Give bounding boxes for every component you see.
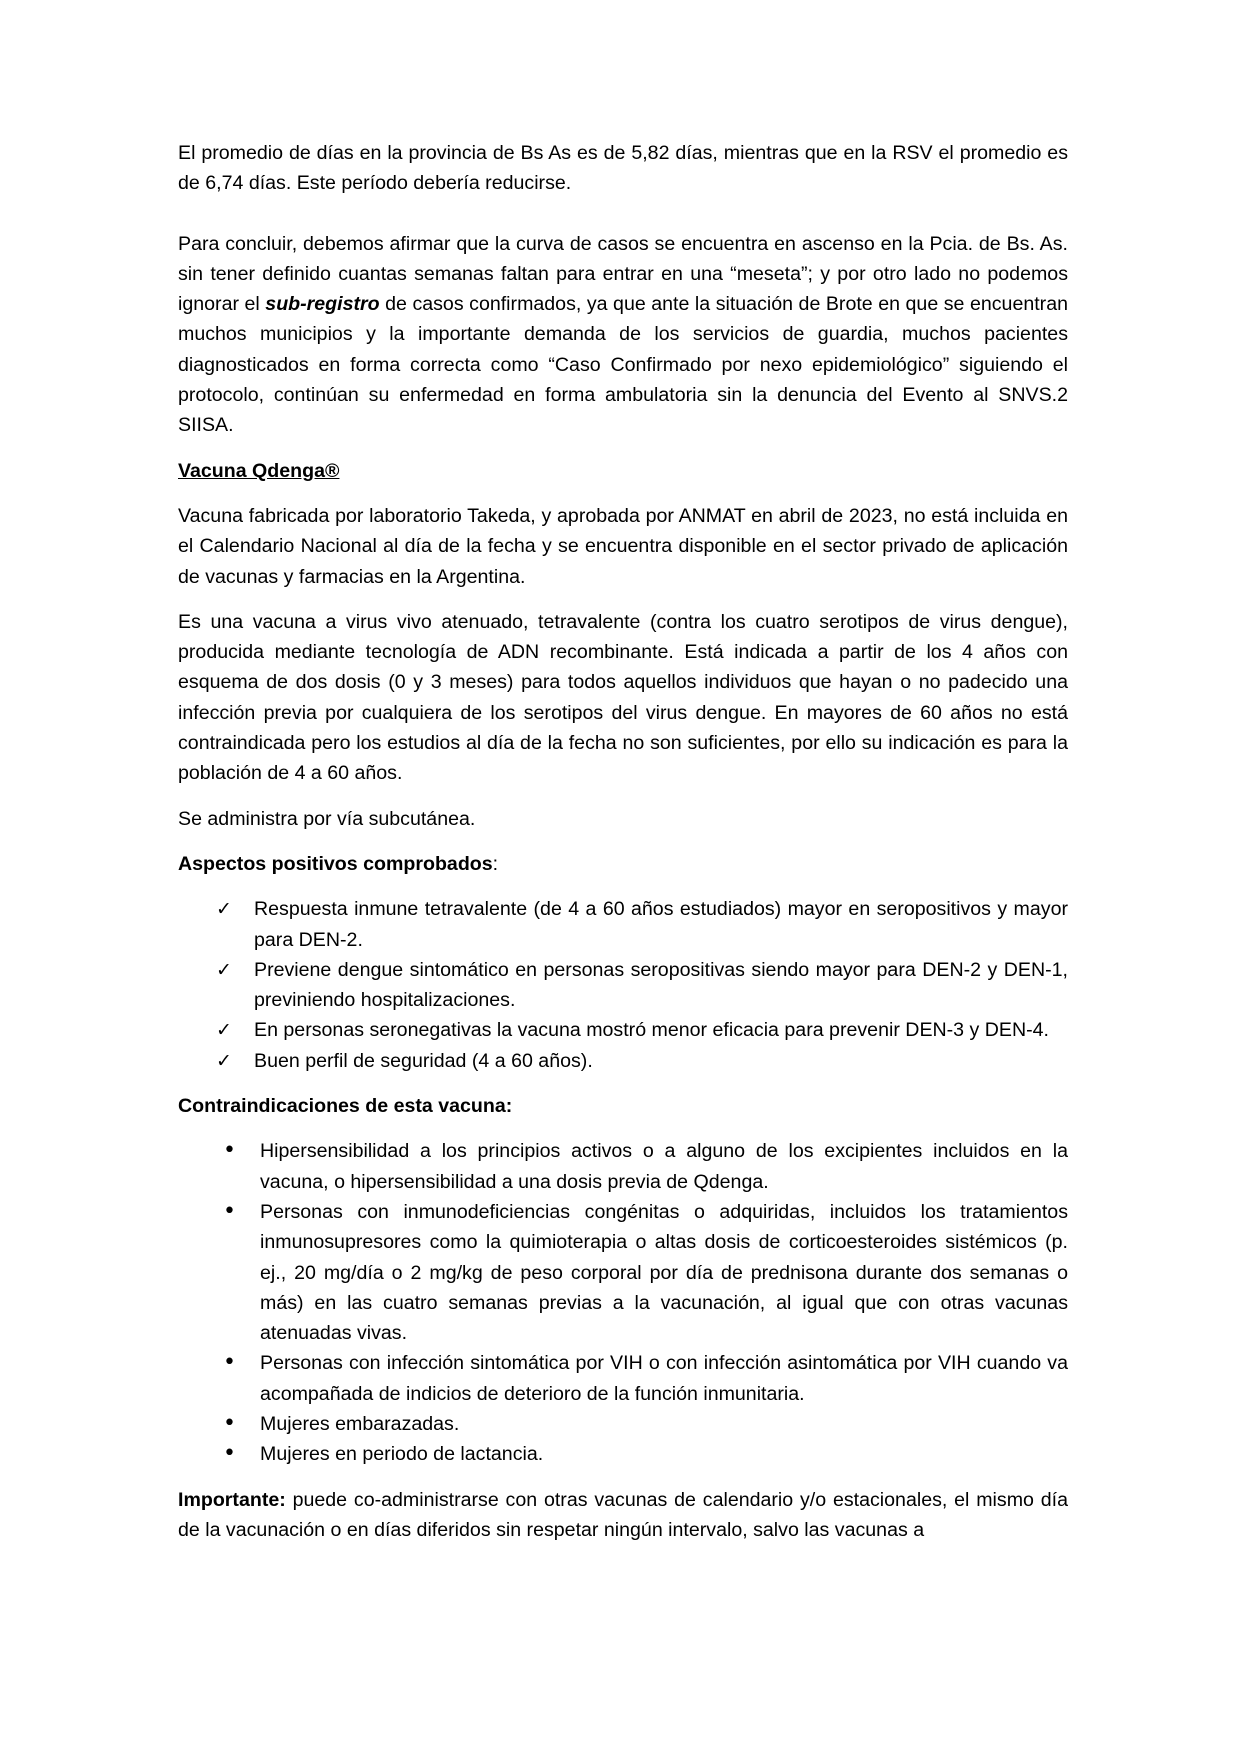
document-page — [178, 138, 1068, 1560]
list-item — [178, 1136, 1068, 1197]
important-text: puede co-administrarse con otras vacunas de calendario y/o estacionales, el mismo día de la vacunación o en días diferidos sin respetar ningún intervalo, salvo las vacunas a — [178, 1488, 1068, 1541]
list-item — [178, 1015, 1068, 1045]
bullet-icon: • — [223, 1350, 236, 1376]
list-item — [178, 1046, 1068, 1076]
positives-list — [178, 894, 1068, 1076]
check-icon: ✓ — [216, 958, 232, 981]
vaccine-paragraph-description: Es una vacuna a virus vivo atenuado, tetravalente (contra los cuatro serotipos de virus dengue), producida mediante tecnología de ADN recombinante. Está indicada a partir de los 4 años con esquema de dos dosis (0 y 3 meses) para todos aquellos individuos que hayan o no padecido una infección previa por cualquiera de los serotipos del virus dengue. En mayores de 60 años no está contraindicada pero los estudios al día de la fecha no son suficientes, por ello su indicación es para la población de 4 a 60 años. — [178, 610, 1068, 785]
contraindication-item-text: Personas con infección sintomática por VIH o con infección asintomática por VIH cuando va acompañada de indicios de deterioro de la función inmunitaria. — [260, 1352, 1068, 1405]
contraindications-heading: Contraindicaciones de esta vacuna: — [178, 1095, 513, 1118]
contraindication-item-text: Mujeres embarazadas. — [260, 1412, 460, 1435]
vaccine-heading: Vacuna Qdenga® — [178, 459, 340, 482]
contraindication-item-text: Mujeres en periodo de lactancia. — [260, 1443, 544, 1466]
contraindications-list — [178, 1136, 1068, 1469]
positives-heading-text: Aspectos positivos comprobados — [178, 852, 493, 875]
conclusion-emphasis: sub-registro — [265, 293, 380, 316]
conclusion-text-before: Para concluir, debemos afirmar que la curva de casos se encuentra en ascenso en la Pcia. de Bs. As. sin tener definido cuantas semanas faltan para entrar en una “meseta”; y por otro lado no podemos ignorar el — [178, 232, 1068, 316]
list-item — [178, 1439, 1068, 1469]
bullet-icon: • — [223, 1198, 236, 1224]
vaccine-paragraph-route: Se administra por vía subcutánea. — [178, 807, 476, 830]
check-icon: ✓ — [216, 1019, 232, 1042]
check-icon: ✓ — [216, 898, 232, 921]
positive-item-text: En personas seronegativas la vacuna mostró menor eficacia para prevenir DEN-3 y DEN-4. — [254, 1019, 1050, 1042]
positives-heading-colon: : — [492, 852, 499, 875]
positive-item-text: Previene dengue sintomático en personas seropositivas siendo mayor para DEN-2 y DEN-1, previniendo hospitalizaciones. — [254, 958, 1068, 1012]
contraindication-item-text: Hipersensibilidad a los principios activos o a alguno de los excipientes incluidos en la vacuna, o hipersensibilidad a una dosis previa de Qdenga. — [260, 1140, 1068, 1193]
list-item — [178, 1409, 1068, 1439]
list-item — [178, 1348, 1068, 1409]
list-item — [178, 894, 1068, 955]
positive-item-text: Buen perfil de seguridad (4 a 60 años). — [254, 1049, 593, 1072]
vaccine-paragraph-maker: Vacuna fabricada por laboratorio Takeda, y aprobada por ANMAT en abril de 2023, no está incluida en el Calendario Nacional al día de la fecha y se encuentra disponible en el sector privado de aplicación de vacunas y farmacias en la Argentina. — [178, 504, 1068, 588]
important-paragraph — [178, 1485, 1068, 1546]
average-days-paragraph: El promedio de días en la provincia de Bs As es de 5,82 días, mientras que en la RSV el promedio es de 6,74 días. Este período debería reducirse. — [178, 142, 1068, 195]
important-label: Importante: — [178, 1488, 286, 1511]
conclusion-paragraph — [178, 229, 1068, 441]
contraindication-item-text: Personas con inmunodeficiencias congénitas o adquiridas, incluidos los tratamientos inmunosupresores como la quimioterapia o altas dosis de corticoesteroides sistémicos (p. ej., 20 mg/día o 2 mg/kg de peso corporal por día de prednisona durante dos semanas o más) en las cuatro semanas previas a la vacunación, al igual que con otras vacunas atenuadas vivas. — [260, 1200, 1068, 1345]
check-icon: ✓ — [216, 1049, 232, 1072]
conclusion-text-after: de casos confirmados, ya que ante la situación de Brote en que se encuentran muchos municipios y la importante demanda de los servicios de guardia, muchos pacientes diagnosticados en forma correcta como “Caso Confirmado por nexo epidemiológico” siguiendo el protocolo, continúan su enfermedad en forma ambulatoria sin la denuncia del Evento al SNVS.2 SIISA. — [178, 293, 1069, 437]
bullet-icon: • — [223, 1410, 236, 1436]
positive-item-text: Respuesta inmune tetravalente (de 4 a 60 años estudiados) mayor en seropositivos y mayor para DEN-2. — [254, 898, 1068, 951]
bullet-icon: • — [223, 1441, 236, 1467]
bullet-icon: • — [223, 1138, 236, 1164]
positives-heading — [178, 849, 1068, 879]
list-item — [178, 1197, 1068, 1348]
list-item — [178, 955, 1068, 1016]
